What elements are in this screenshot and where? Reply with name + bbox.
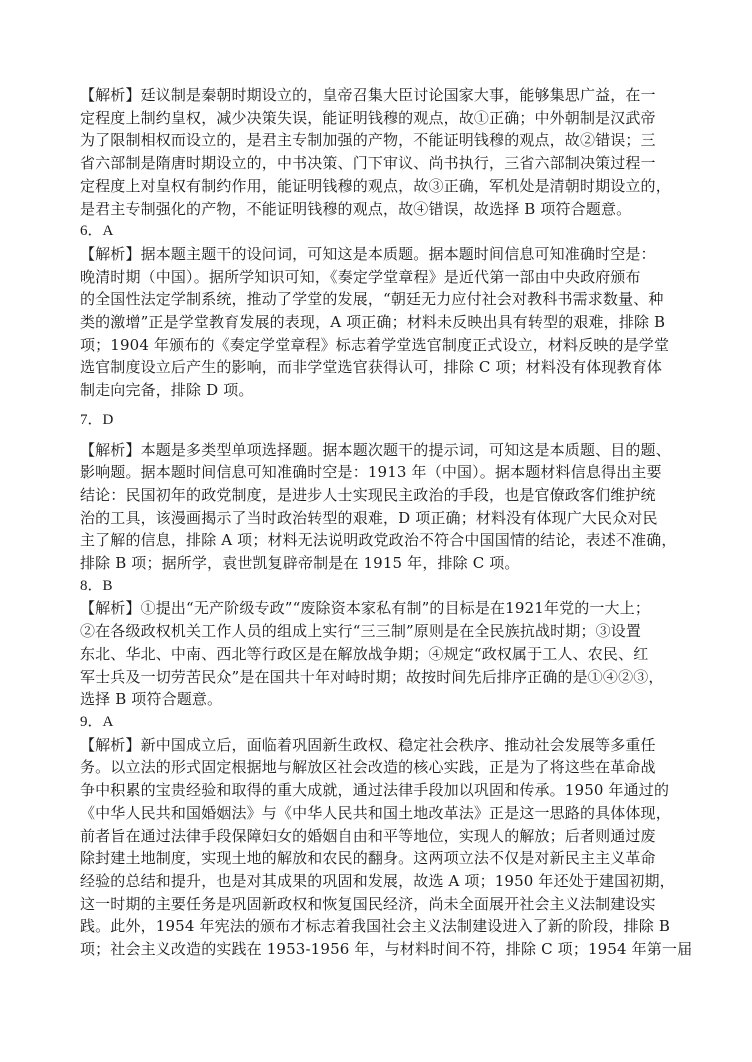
text-line: 践。此外，1954 年宪法的颁布才标志着我国社会主义法制建设进入了新的阶段，排除 B [80, 917, 671, 936]
text-line: 晚清时期（中国）。据所学知识可知，《奏定学堂章程》是近代第一部由中央政府颁布 [80, 267, 641, 286]
text-line: 治的工具，该漫画揭示了当时政治转型的艰难，D 项正确；材料没有体现广大民众对民 [80, 508, 658, 527]
text-line: 是君主专制强化的产物，不能证明钱穆的观点，故④错误，故选择 B 项符合题意。 [80, 199, 632, 218]
text-line: 类的激增”正是学堂教育发展的表现，A 项正确；材料未反映出具有转型的艰难，排除 B [80, 313, 666, 332]
question-block-8 [80, 575, 672, 711]
text-line: 制走向完备，排除 D 项。 [80, 381, 254, 400]
text-line: 排除 B 项；据所学，袁世凯复辟帝制是在 1915 年，排除 C 项。 [80, 554, 520, 573]
text-line: 结论：民国初年的政党制度，是进步人士实现民主政治的手段，也是官僚政客们维护统 [80, 485, 656, 504]
text-line: 定程度上对皇权有制约作用，能证明钱穆的观点，故③正确，军机处是清朝时期设立的， [80, 176, 671, 195]
text-line: 影响题。据本题时间信息可知准确时空是：1913 年（中国）。据本题材料信息得出主要 [80, 463, 662, 482]
text-line: 的全国性法定学制系统，推动了学堂的发展，“朝廷无力应付社会对教科书需求数量、种 [80, 290, 664, 309]
text-line: 【解析】①提出“无产阶级专政”“废除资本家私有制”的目标是在1921年党的一大上； [80, 599, 651, 618]
text-line: 选官制度设立后产生的影响，而非学堂选官获得认可，排除 C 项；材料没有体现教育体 [80, 358, 663, 377]
question-number: 9．A [80, 713, 114, 730]
text-line: 主了解的信息，排除 A 项；材料无法说明政党政治不符合中国国情的结论，表述不准确， [80, 531, 677, 550]
explanation-block-5 [80, 84, 672, 220]
text-line: 《中华人民共和国婚姻法》与《中华人民共和国土地改革法》正是这一思路的具体体现， [80, 803, 671, 822]
text-line: 【解析】据本题主题干的设问词，可知这是本质题。据本题时间信息可知准确时空是： [80, 244, 656, 263]
text-line: 为了限制相权而设立的，是君主专制加强的产物，不能证明钱穆的观点，故②错误；三 [80, 131, 656, 150]
text-line: 务。以立法的形式固定根据地与解放区社会改造的核心实践，正是为了将这些在革命战 [80, 758, 656, 777]
text-line: 【解析】新中国成立后，面临着巩固新生政权、稳定社会秩序、推动社会发展等多重任 [80, 735, 656, 754]
text-line: 东北、华北、中南、西北等行政区是在解放战争期；④规定“政权属于工人、农民、红 [80, 644, 649, 663]
text-line: 选择 B 项符合题意。 [80, 690, 223, 709]
text-line: 这一时期的主要任务是巩固新政权和恢复国民经济，尚未全面展开社会主义法制建设实 [80, 894, 656, 913]
answer-explanations [80, 84, 693, 961]
text-line: 省六部制是隋唐时期设立的，中书决策、门下审议、尚书执行，三省六部制决策过程一 [80, 154, 656, 173]
text-line: 项；1904 年颁布的《奏定学堂章程》标志着学堂选官制度正式设立，材料反映的是学堂 [80, 335, 670, 354]
question-block-9 [80, 711, 693, 961]
question-block-7 [80, 409, 677, 575]
question-number: 6．A [80, 223, 114, 240]
text-line: 定程度上制约皇权，减少决策失误，能证明钱穆的观点，故①正确；中外朝制是汉武帝 [80, 108, 656, 127]
text-line: ②在各级政权机关工作人员的组成上实行“三三制”原则是在全民族抗战时期；③设置 [80, 622, 642, 641]
text-line: 【解析】廷议制是秦朝时期设立的，皇帝召集大臣讨论国家大事，能够集思广益，在一 [80, 86, 656, 104]
text-line: 军士兵及一切劳苦民众”是在国共十年对峙时期；故按时间先后排序正确的是①④②③， [80, 667, 664, 686]
text-line: 项；社会主义改造的实践在 1953-1956 年，与材料时间不符，排除 C 项；1954 年第一届 [80, 940, 693, 959]
question-number: 7．D [80, 411, 114, 428]
text-line: 争中积累的宝贵经验和取得的重大成就，通过法律手段加以巩固和传承。1950 年通过的 [80, 781, 670, 800]
text-line: 经验的总结和提升，也是对其成果的巩固和发展，故选 A 项；1950 年还处于建国初期， [80, 871, 675, 890]
text-line: 除封建土地制度，实现土地的解放和农民的翻身。这两项立法不仅是对新民主主义革命 [80, 849, 656, 868]
text-line: 前者旨在通过法律手段保障妇女的婚姻自由和平等地位，实现人的解放；后者则通过废 [80, 826, 656, 845]
text-line: 【解析】本题是多类型单项选择题。据本题次题干的提示词，可知这是本质题、目的题、 [80, 440, 671, 459]
question-block-6 [80, 220, 672, 402]
question-number: 8．B [80, 577, 113, 594]
